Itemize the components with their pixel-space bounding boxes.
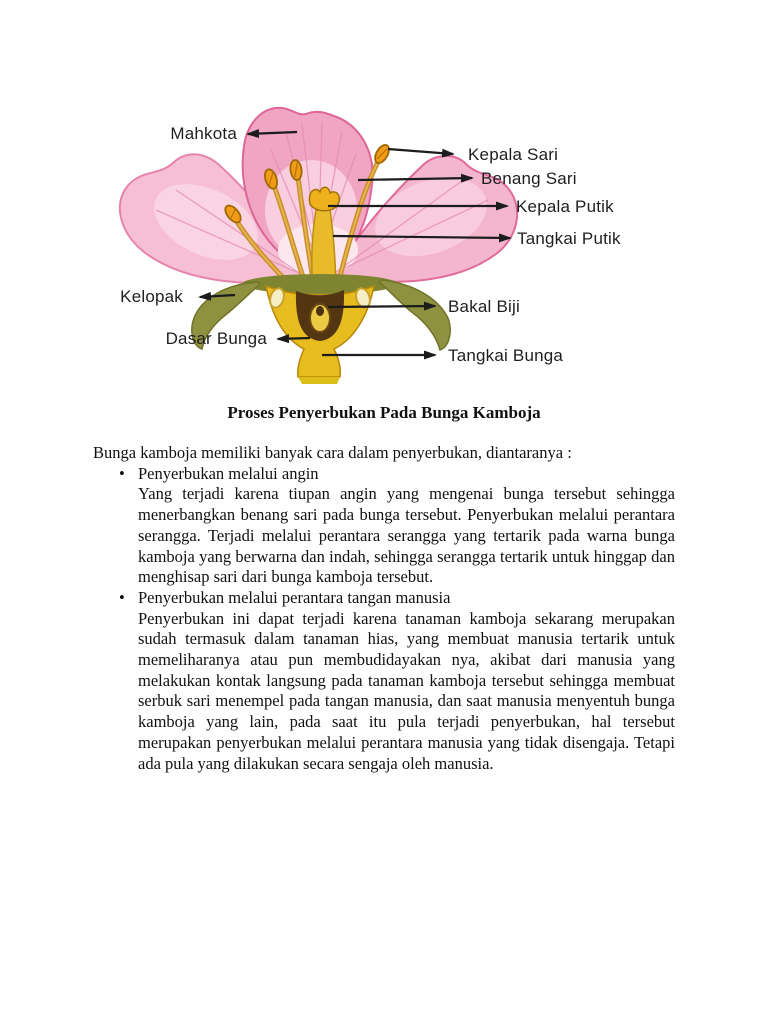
bullet-heading-text: Penyerbukan melalui perantara tangan manusia <box>138 587 451 607</box>
bullet-heading <box>93 464 675 485</box>
bullet-icon: • <box>119 463 125 483</box>
receptacle <box>266 286 374 384</box>
intro-paragraph: Bunga kamboja memiliki banyak cara dalam penyerbukan, diantaranya : <box>93 443 572 462</box>
bullet-paragraph: Penyerbukan ini dapat terjadi karena tanaman kamboja sekarang merupakan sudah termasuk dalam tanaman hias, yang membuat manusia tertarik untuk memeliharanya atau pun membudidayakan nya, akibat dari manusia yang melakukan kontak langsung pada tanaman kamboja tersebut sehingga membuat serbuk sari menempel pada tangan manusia, dan saat manusia menyentuh bunga kamboja yang lain, pada saat itu pula terjadi penyerbukan, hal tersebut merupakan penyerbukan melalui perantara manusia yang tidak disengaja. Tetapi ada pula yang dilakukan secara sengaja oleh manusia. <box>138 608 675 773</box>
list-item <box>93 588 675 774</box>
bullet-heading <box>93 588 675 609</box>
label-tangkai-bunga: Tangkai Bunga <box>448 346 564 365</box>
bullet-icon: • <box>119 587 125 607</box>
flower-diagram <box>96 92 696 384</box>
label-bakal-biji: Bakal Biji <box>448 297 520 316</box>
document-body <box>93 384 675 774</box>
label-tangkai-putik: Tangkai Putik <box>517 229 621 248</box>
label-benang-sari: Benang Sari <box>481 169 577 188</box>
page-title: Proses Penyerbukan Pada Bunga Kamboja <box>227 403 541 422</box>
label-kelopak: Kelopak <box>120 287 183 306</box>
list-item <box>93 464 675 588</box>
bullet-paragraph: Yang terjadi karena tiupan angin yang mengenai bunga tersebut sehingga menerbangkan benang sari pada bunga tersebut. Penyerbukan melalui perantara serangga. Terjadi melalui perantara serangga yang tertarik pada warna bunga kamboja yang berwarna dan indah, sehingga serangga tertarik untuk hinggap dan menghisap sari dari bunga kamboja tersebut. <box>138 484 675 587</box>
label-mahkota: Mahkota <box>170 124 237 143</box>
bullet-heading-text: Penyerbukan melalui angin <box>138 463 319 483</box>
label-kepala-sari: Kepala Sari <box>468 145 559 164</box>
label-kepala-putik: Kepala Putik <box>516 197 614 216</box>
flower-illustration <box>96 92 696 384</box>
label-dasar-bunga: Dasar Bunga <box>165 329 267 348</box>
